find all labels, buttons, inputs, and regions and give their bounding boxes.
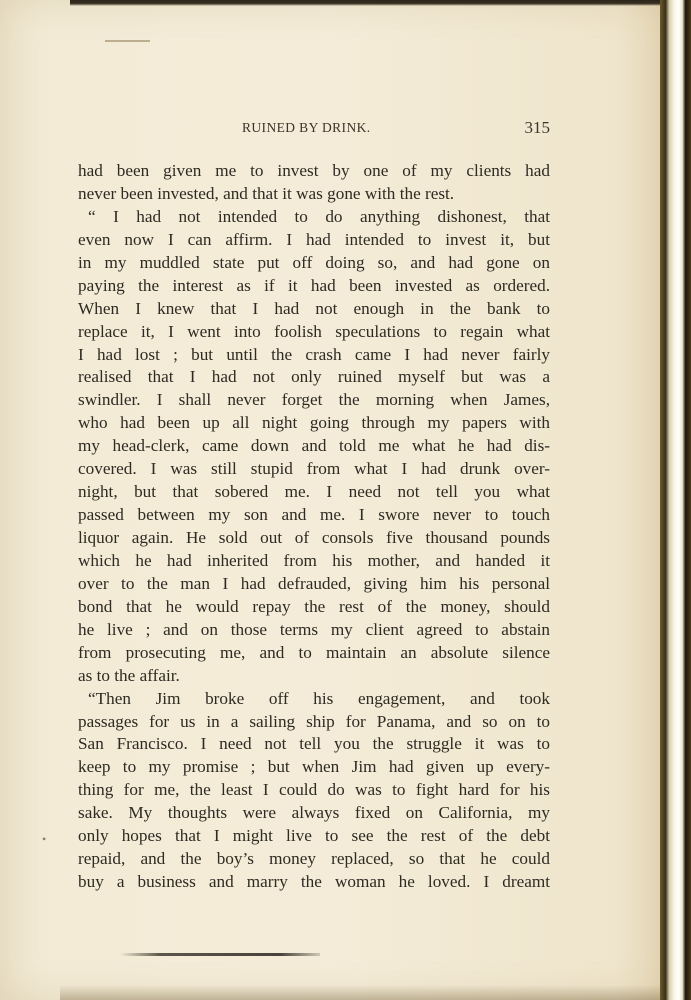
text-line: passed between my son and me. I swore never to touch bbox=[78, 505, 550, 525]
text-line: buy a business and marry the woman he loved. I dreamt bbox=[78, 872, 550, 892]
text-line: in my muddled state put off doing so, and had gone on bbox=[78, 252, 550, 272]
text-line: “ I had not intended to do anything dishonest, that bbox=[88, 206, 550, 226]
text-line: passages for us in a sailing ship for Panama, and so on to bbox=[78, 711, 550, 731]
bottom-rule-mark bbox=[120, 953, 320, 956]
text-line: night, but that sobered me. I need not tell you what bbox=[78, 482, 550, 502]
book-binding-edge bbox=[660, 0, 691, 1000]
text-line: replace it, I went into foolish speculations to regain what bbox=[78, 321, 550, 341]
text-line: realised that I had not only ruined myself but was a bbox=[78, 367, 550, 387]
text-line: liquor again. He sold out of consols five thousand pounds bbox=[78, 528, 550, 547]
text-line: had been given me to invest by one of my clients had bbox=[78, 161, 550, 180]
running-title: RUINED BY DRINK. bbox=[242, 120, 371, 135]
text-line: bond that he would repay the rest of the money, should bbox=[78, 596, 550, 616]
text-line: swindler. I shall never forget the morning when James, bbox=[78, 390, 550, 410]
page-number: 315 bbox=[524, 118, 550, 137]
text-line: from prosecuting me, and to maintain an absolute silence bbox=[78, 642, 550, 662]
text-line: my head-clerk, came down and told me what he had dis- bbox=[78, 436, 550, 456]
text-line: repaid, and the boy’s money replaced, so that he could bbox=[78, 849, 550, 869]
top-rule-mark bbox=[105, 40, 150, 42]
text-line: I had lost ; but until the crash came I had never fairly bbox=[78, 344, 550, 364]
body-text bbox=[78, 160, 550, 894]
page-top-shadow bbox=[70, 0, 670, 6]
text-line: who had been up all night going through my papers with bbox=[78, 413, 550, 433]
text-line: he live ; and on those terms my client agreed to abstain bbox=[78, 619, 550, 639]
text-line: sake. My thoughts were always fixed on California, my bbox=[78, 803, 550, 823]
text-line: only hopes that I might live to see the rest of the debt bbox=[78, 826, 550, 846]
text-line: as to the affair. bbox=[78, 665, 180, 685]
text-line: covered. I was still stupid from what I had drunk over- bbox=[78, 459, 550, 479]
text-line: keep to my promise ; but when Jim had given up every- bbox=[78, 757, 550, 777]
text-line: When I knew that I had not enough in the bank to bbox=[78, 298, 550, 318]
text-line: thing for me, the least I could do was to fight hard for his bbox=[78, 780, 550, 800]
text-line: “Then Jim broke off his engagement, and took bbox=[88, 688, 550, 708]
margin-speck: • bbox=[42, 832, 47, 846]
text-line: paying the interest as if it had been invested as ordered. bbox=[78, 275, 550, 295]
text-line: which he had inherited from his mother, and handed it bbox=[78, 550, 550, 570]
text-line: over to the man I had defrauded, giving him his personal bbox=[78, 573, 550, 593]
text-line: even now I can affirm. I had intended to invest it, but bbox=[78, 229, 550, 249]
text-line: San Francisco. I need not tell you the struggle it was to bbox=[78, 734, 550, 754]
text-line: never been invested, and that it was gone with the rest. bbox=[78, 183, 455, 203]
page-bottom-shadow bbox=[60, 985, 670, 1000]
running-head bbox=[78, 120, 550, 142]
